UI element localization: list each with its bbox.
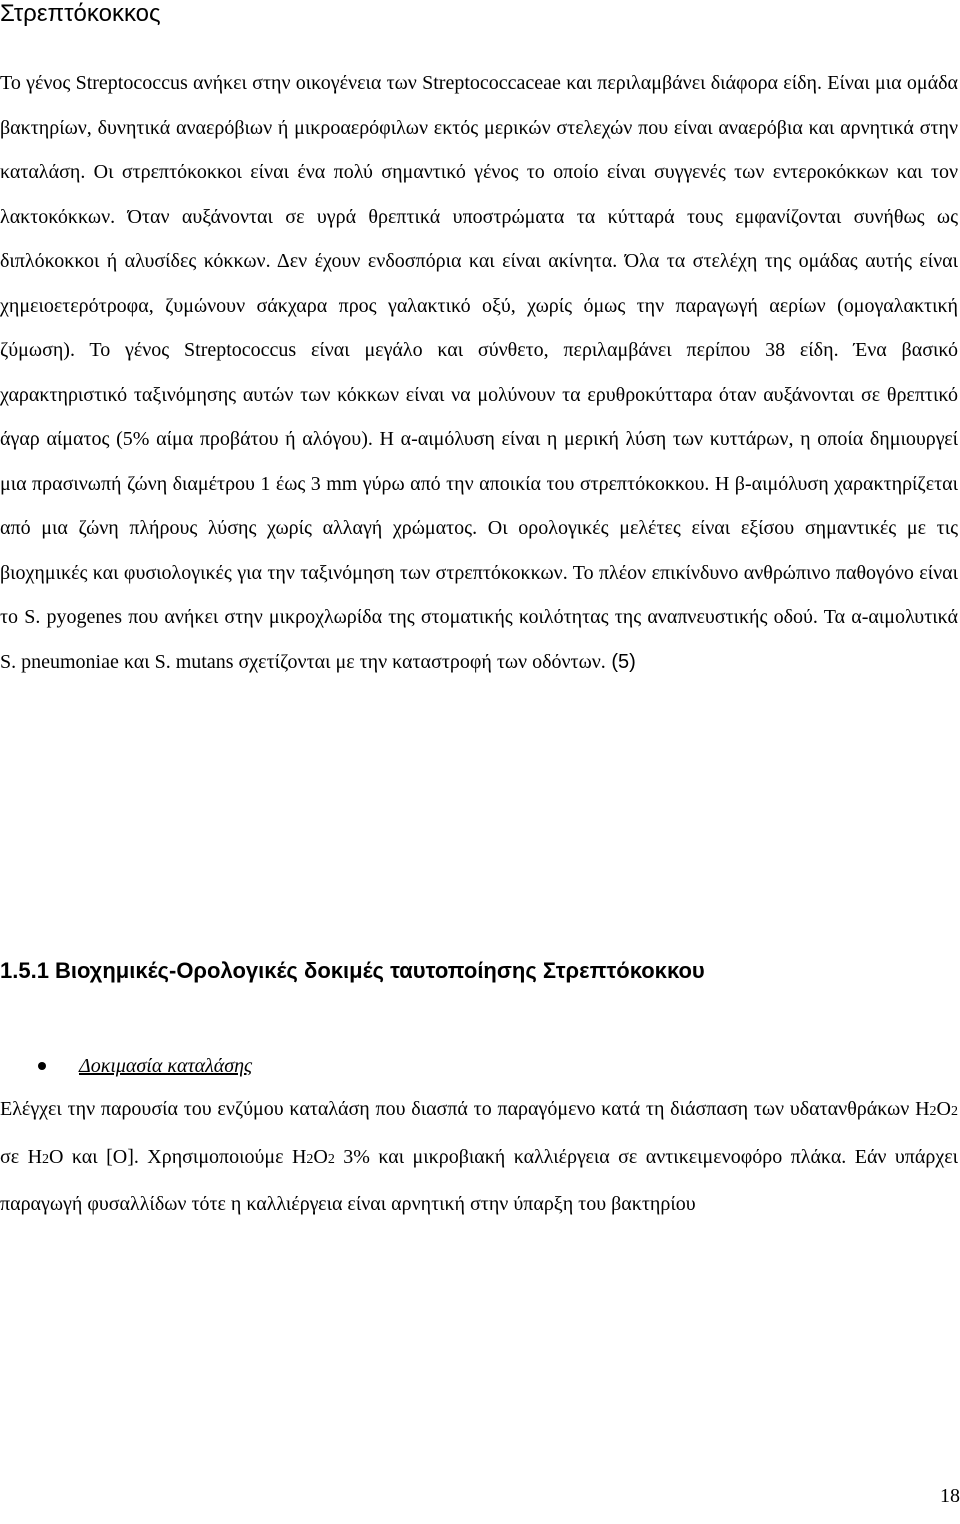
text-segment: σε H — [0, 1145, 43, 1168]
text-segment: O και [O]. Χρησιμοποιούμε H — [49, 1145, 307, 1168]
subscript: 2 — [327, 1151, 335, 1167]
bullet-label: Δοκιμασία καταλάσης — [79, 1055, 253, 1077]
text-segment: O — [313, 1145, 328, 1168]
intro-paragraph-text: Το γένος Streptococcus ανήκει στην οικογένεια των Streptococcaceae και περιλαμβάνει διάφορα είδη. Είναι μια ομάδα βακτηρίων, δυνητικά αναερόβιων ή μικροαερόφιλων εκτός μερικών στελεχών που είναι αναερόβια και αρνητικά στην καταλάση. Οι στρεπτόκοκκοι είναι ένα πολύ σημαντικό γένος το οποίο είναι συγγενές των εντεροκόκκων και τον λακτοκόκκων. Όταν αυξάνονται σε υγρά θρεπτικά υποστρώματα τα κύτταρά τους εμφανίζονται συνήθως ως διπλόκοκκοι ή αλυσίδες κόκκων. Δεν έχουν ενδοσπόρια και είναι ακίνητα. Όλα τα στελέχη της ομάδας αυτής είναι χημειοετερότροφα, ζυμώνουν σάκχαρα προς γαλακτικό οξύ, χωρίς όμως την παραγωγή αερίων (ομογαλακτική ζύμωση). Το γένος Streptococcus είναι μεγάλο και σύνθετο, περιλαμβάνει περίπου 38 είδη. Ένα βασικό χαρακτηριστικό ταξινόμησης αυτών των κόκκων είναι να μολύνουν τα ερυθροκύτταρα όταν αυξάνονται σε θρεπτικό άγαρ αίματος (5% αίμα προβάτου ή αλόγου). Η α-αιμόλυση είναι η μερική λύση των κυττάρων, η οποία δημιουργεί μια πρασινωπή ζώνη διαμέτρου 1 έως 3 mm γύρω από την αποικία του στρεπτόκοκκου. Η β-αιμόλυση χαρακτηρίζεται από μια ζώνη πλήρους λύσης χωρίς αλλαγή χρώματος. Οι ορολογικές μελέτες είναι εξίσου σημαντικές με τις βιοχημικές και φυσιολογικές για την ταξινόμηση των στρεπτόκοκκων. Το πλέον επικίνδυνο ανθρώπινο παθογόνο είναι το S. pyogenes που ανήκει στην μικροχλωρίδα της στοματικής κοιλότητας της αναπνευστικής οδού. Τα α-αιμολυτικά S. pneumoniae και S. mutans σχετίζονται με την καταστροφή των οδόντων. — [0, 72, 958, 673]
subscript: 2 — [42, 1151, 50, 1167]
subscript: 2 — [929, 1104, 937, 1119]
text-segment: Ελέγχει την παρουσία του ενζύμου καταλάση που διασπά το παραγόμενο κατά τη διάσπαση των υδατανθράκων H — [0, 1098, 930, 1120]
page-number: 18 — [940, 1485, 960, 1507]
subscript: 2 — [306, 1151, 314, 1167]
citation: (5) — [605, 650, 636, 673]
intro-paragraph — [0, 61, 958, 684]
bullet-icon — [38, 1062, 46, 1070]
text-segment: 3% και μικροβιακή καλλιέργεια σε αντικειμενοφόρο πλάκα. Εάν υπάρχει παραγωγή φυσαλλίδων τότε η καλλιέργεια είναι αρνητική στην ύπαρξη του βακτηρίου — [0, 1145, 958, 1215]
page-heading: Στρεπτόκοκκος — [0, 0, 161, 27]
subscript: 2 — [951, 1104, 958, 1119]
text-segment: O — [936, 1098, 951, 1120]
catalase-paragraph — [0, 1087, 958, 1227]
section-heading: 1.5.1 Βιοχημικές-Ορολογικές δοκιμές ταυτοποίησης Στρεπτόκοκκου — [0, 958, 705, 983]
